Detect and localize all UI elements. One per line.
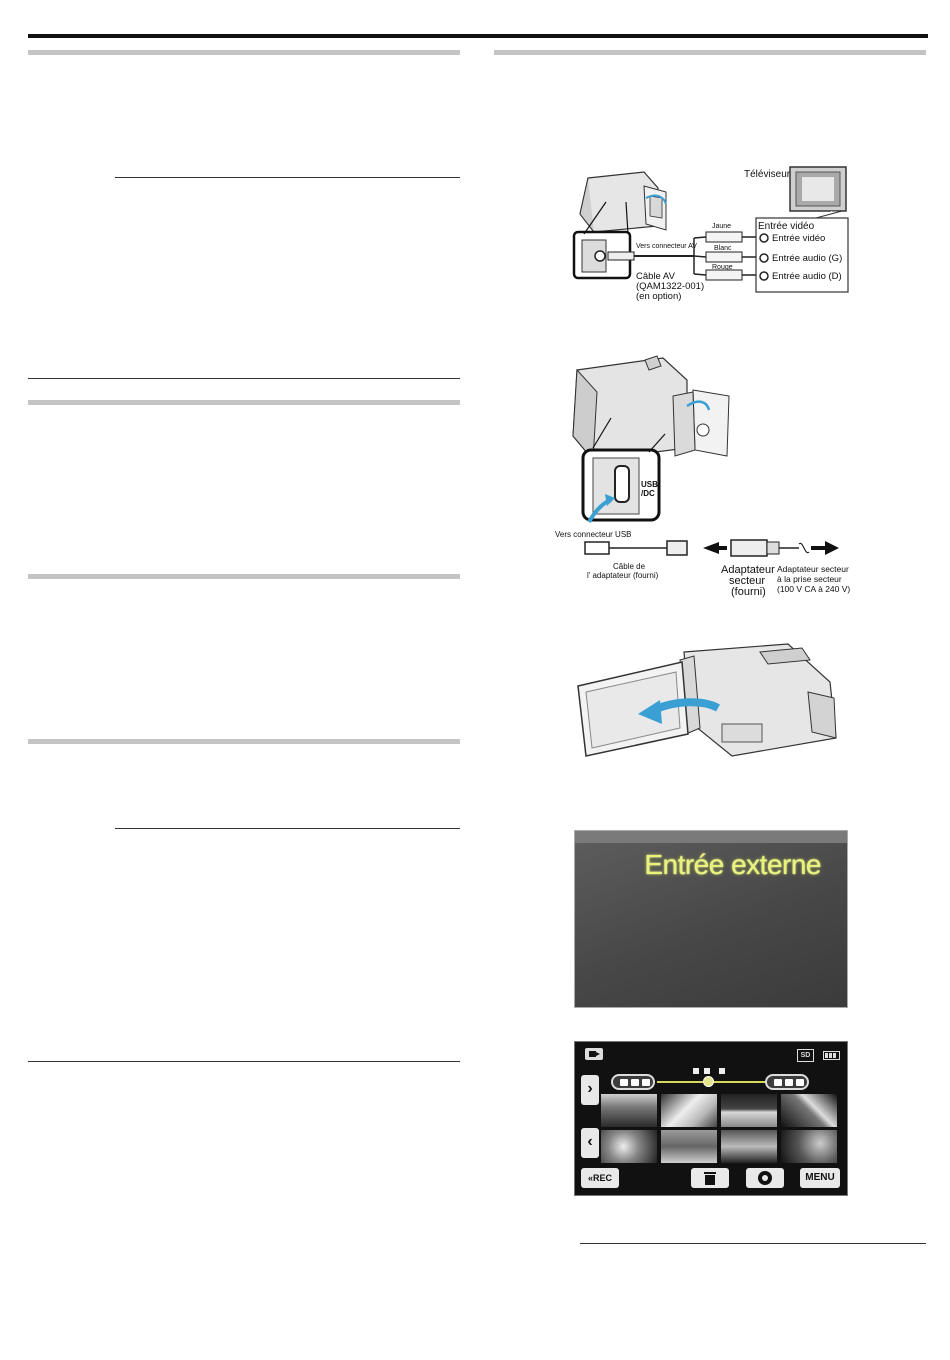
thumbnail[interactable] xyxy=(781,1094,837,1127)
delete-button[interactable] xyxy=(691,1168,729,1188)
thumbnail[interactable] xyxy=(661,1094,717,1127)
thumbnail[interactable] xyxy=(721,1094,777,1127)
av-cable-name: Câble AV xyxy=(636,271,675,282)
thumbnail[interactable] xyxy=(781,1130,837,1163)
usb-adapter-figure xyxy=(553,352,853,602)
next-page-button[interactable]: › xyxy=(581,1075,599,1105)
trash-icon xyxy=(704,1172,716,1174)
section-divider xyxy=(28,400,460,405)
outlet-label-3: (100 V CA à 240 V) xyxy=(777,584,851,594)
thumbnail[interactable] xyxy=(721,1130,777,1163)
section-divider xyxy=(494,50,926,55)
battery-icon xyxy=(823,1051,840,1060)
wire-white-label: Blanc xyxy=(714,245,732,252)
wire-yellow-label: Jaune xyxy=(712,223,732,230)
wire-red-label: Rouge xyxy=(712,264,733,271)
note-divider xyxy=(115,177,460,178)
menu-button[interactable]: MENU xyxy=(800,1168,840,1188)
playback-index-screen xyxy=(574,1041,848,1196)
adapter-cable-label-1: Câble de xyxy=(613,562,646,571)
ac-adapter-label-3: (fourni) xyxy=(731,586,766,598)
section-end-rule xyxy=(28,1061,460,1062)
outlet-label-1: Adaptateur secteur xyxy=(777,564,849,574)
section-end-rule xyxy=(28,378,460,379)
note-divider xyxy=(115,828,460,829)
open-lcd-drawing xyxy=(572,638,850,764)
section-divider xyxy=(28,574,460,579)
rec-mode-button[interactable]: «REC xyxy=(581,1168,619,1188)
tv-input-audio-left: Entrée audio (G) xyxy=(772,253,843,264)
note-divider xyxy=(580,1243,926,1244)
tv-connection-figure xyxy=(566,162,856,322)
settings-button[interactable] xyxy=(746,1168,784,1188)
to-av-connector-label: Vers connecteur AV xyxy=(636,243,697,250)
ac-adapter-label-1: Adaptateur xyxy=(721,564,775,576)
usb-port-label-1: USB xyxy=(641,480,658,489)
av-cable-option: (en option) xyxy=(636,291,682,302)
ac-adapter-label-2: secteur xyxy=(729,575,766,587)
usb-port-label-2: /DC xyxy=(641,489,655,498)
video-mode-icon xyxy=(585,1048,603,1060)
current-date-indicator xyxy=(693,1068,727,1074)
outlet-label-2: à la prise secteur xyxy=(777,574,842,584)
top-rule xyxy=(28,34,928,38)
external-input-title: Entrée externe xyxy=(644,849,821,880)
next-date-button[interactable] xyxy=(765,1074,809,1090)
sd-media-icon: SD xyxy=(797,1049,814,1062)
section-divider xyxy=(28,739,460,744)
thumbnail[interactable] xyxy=(601,1130,657,1163)
to-usb-connector-label: Vers connecteur USB xyxy=(555,530,632,539)
thumbnail[interactable] xyxy=(601,1094,657,1127)
open-lcd-figure xyxy=(572,638,850,764)
adapter-cable-label-2: l’ adaptateur (fourni) xyxy=(587,571,659,580)
thumbnail[interactable] xyxy=(661,1130,717,1163)
tv-input-video: Entrée vidéo xyxy=(772,233,826,244)
section-divider xyxy=(28,50,460,55)
prev-page-button[interactable]: ‹ xyxy=(581,1128,599,1158)
screen-top-band xyxy=(575,831,847,843)
external-input-screen xyxy=(574,830,848,1008)
tv-label: Téléviseur xyxy=(744,169,791,180)
date-slider-handle[interactable] xyxy=(703,1076,714,1087)
tv-input-audio-right: Entrée audio (D) xyxy=(772,271,842,282)
tv-input-title: Entrée vidéo xyxy=(758,221,815,232)
prev-date-button[interactable] xyxy=(611,1074,655,1090)
av-cable-model: (QAM1322-001) xyxy=(636,281,705,292)
